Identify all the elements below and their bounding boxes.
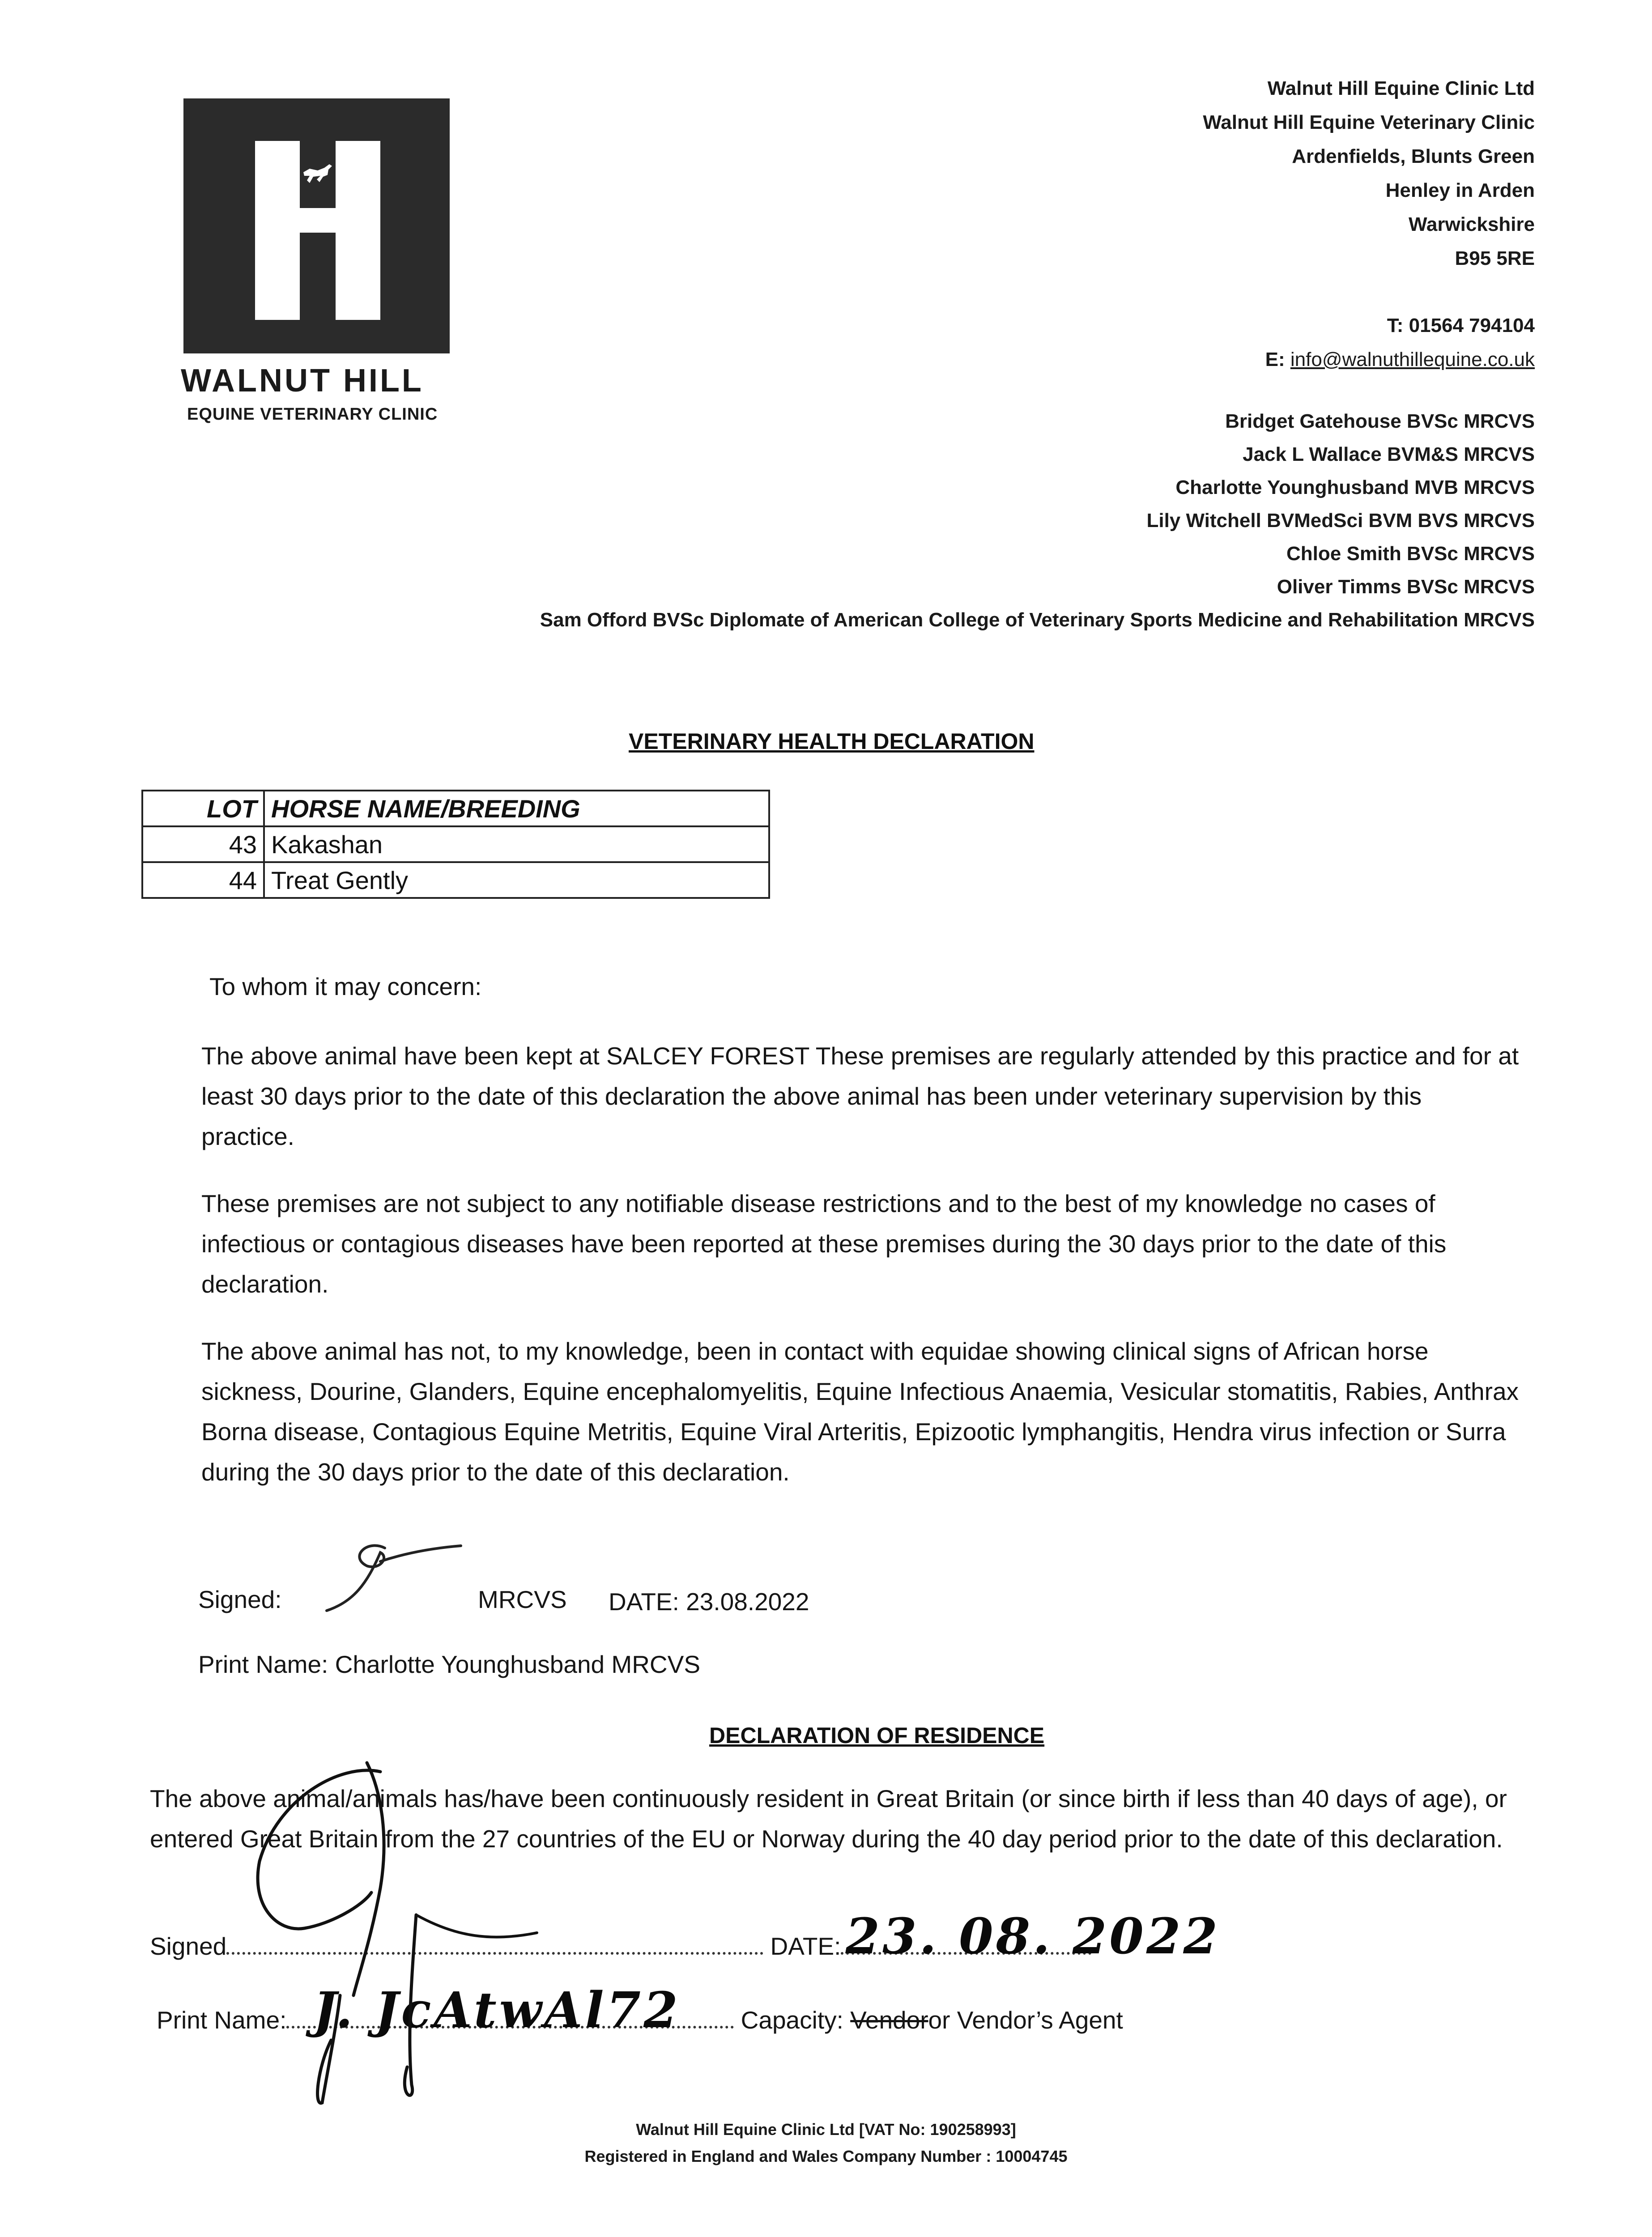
logo-h-crossbar — [300, 208, 336, 233]
footer-company: Registered in England and Wales Company Number : 10004745 — [584, 2147, 1068, 2165]
handwritten-date: 23. 08. 2022 — [845, 1907, 1220, 1965]
vet-name: Bridget Gatehouse BVSc MRCVS — [1225, 410, 1535, 432]
table-header-row — [142, 791, 769, 826]
residence-signed-label: Signed — [150, 1932, 227, 1960]
vet-name: Lily Witchell BVMedSci BVM BVS MRCVS — [1146, 510, 1535, 532]
capacity-label: Capacity: — [741, 2006, 843, 2034]
lot-header: LOT — [142, 791, 264, 826]
address-line: Walnut Hill Equine Clinic Ltd — [1267, 77, 1535, 99]
phone-number: T: 01564 794104 — [1387, 315, 1535, 336]
email-link[interactable]: info@walnuthillequine.co.uk — [1290, 349, 1535, 370]
horse-name: Treat Gently — [264, 862, 769, 898]
owner-signature-icon — [224, 1745, 716, 2112]
clinic-contact — [1265, 309, 1535, 377]
address-line: Ardenfields, Blunts Green — [1292, 145, 1535, 167]
vet-declaration-date: DATE: 23.08.2022 — [609, 1588, 809, 1616]
residence-date-label: DATE: — [770, 1932, 841, 1960]
address-line: Walnut Hill Equine Veterinary Clinic — [1203, 111, 1535, 133]
address-line: B95 5RE — [1455, 247, 1535, 269]
vet-name: Jack L Wallace BVM&S MRCVS — [1243, 443, 1535, 465]
salutation: To whom it may concern: — [209, 973, 482, 1000]
declaration-title: VETERINARY HEALTH DECLARATION — [629, 729, 1035, 754]
signed-label: Signed: — [198, 1586, 282, 1613]
logo-h-left-bar — [255, 141, 300, 320]
vet-name: Charlotte Younghusband MVB MRCVS — [1175, 476, 1535, 498]
clinic-logo — [183, 98, 450, 353]
vet-list — [540, 405, 1535, 637]
address-line: Warwickshire — [1408, 213, 1535, 235]
date-line — [841, 1907, 1220, 1965]
paragraph-premises: The above animal have been kept at SALCEY FOREST These premises are regularly attended by this practice and for at least 30 days prior to the date of this declaration the above animal has been under veterinary supervision by this practice. — [201, 1042, 1519, 1150]
footer-vat: Walnut Hill Equine Clinic Ltd [VAT No: 190258993] — [636, 2120, 1016, 2139]
horse-header: HORSE NAME/BREEDING — [264, 791, 769, 826]
horse-icon — [300, 141, 336, 208]
lots-table — [141, 790, 770, 899]
lot-number: 43 — [142, 826, 264, 862]
residence-title: DECLARATION OF RESIDENCE — [709, 1723, 1045, 1748]
capacity-vendor-struck: Vendor — [850, 2006, 928, 2034]
capacity-value: Vendor’s Agent — [957, 2006, 1123, 2034]
logo-h-right-bar — [336, 141, 380, 320]
logo-title: WALNUT HILL — [181, 363, 424, 399]
table-row — [142, 826, 769, 862]
vet-name: Oliver Timms BVSc MRCVS — [1277, 576, 1535, 598]
address-line: Henley in Arden — [1385, 179, 1535, 201]
lot-number: 44 — [142, 862, 264, 898]
vet-signature-icon — [318, 1521, 465, 1620]
table-row — [142, 862, 769, 898]
handwritten-print-name: J. JcAtwAl72 — [313, 1981, 681, 2039]
mrcvs-label: MRCVS — [478, 1586, 567, 1613]
residence-text: The above animal/animals has/have been continuously resident in Great Britain (or since birth if less than 40 days of age), or entered Great Britain from the 27 countries of the EU or Norway during the 40 day period prior to the date of this declaration. — [150, 1785, 1507, 1853]
clinic-address — [1203, 72, 1535, 276]
vet-name: Sam Offord BVSc Diplomate of American College of Veterinary Sports Medicine and Rehabilitation MRCVS — [540, 609, 1535, 631]
vet-print-name: Print Name: Charlotte Younghusband MRCVS — [198, 1650, 701, 1678]
paragraph-disease: These premises are not subject to any notifiable disease restrictions and to the best of my knowledge no cases of infectious or contagious diseases have been reported at these premises during the 30 days prior to the date of this declaration. — [201, 1190, 1447, 1298]
paragraph-contact: The above animal has not, to my knowledge, been in contact with equidae showing clinical signs of African horse sickness, Dourine, Glanders, Equine encephalomyelitis, Equine Infectious Anaemia, Vesicular stomatitis, Rabies, Anthrax Borna disease, Contagious Equine Metritis, Equine Viral Arteritis, Epizootic lymphangitis, Hendra virus infection or Surra during the 30 days prior to the date of this declaration. — [201, 1337, 1519, 1486]
residence-print-name-label: Print Name: — [157, 2006, 287, 2034]
email-row — [1265, 343, 1535, 377]
capacity-or: or — [928, 2006, 950, 2034]
logo-subtitle: EQUINE VETERINARY CLINIC — [187, 405, 438, 424]
footer — [0, 2116, 1652, 2170]
email-label: E: — [1265, 349, 1285, 370]
horse-name: Kakashan — [264, 826, 769, 862]
vet-name: Chloe Smith BVSc MRCVS — [1286, 543, 1535, 565]
